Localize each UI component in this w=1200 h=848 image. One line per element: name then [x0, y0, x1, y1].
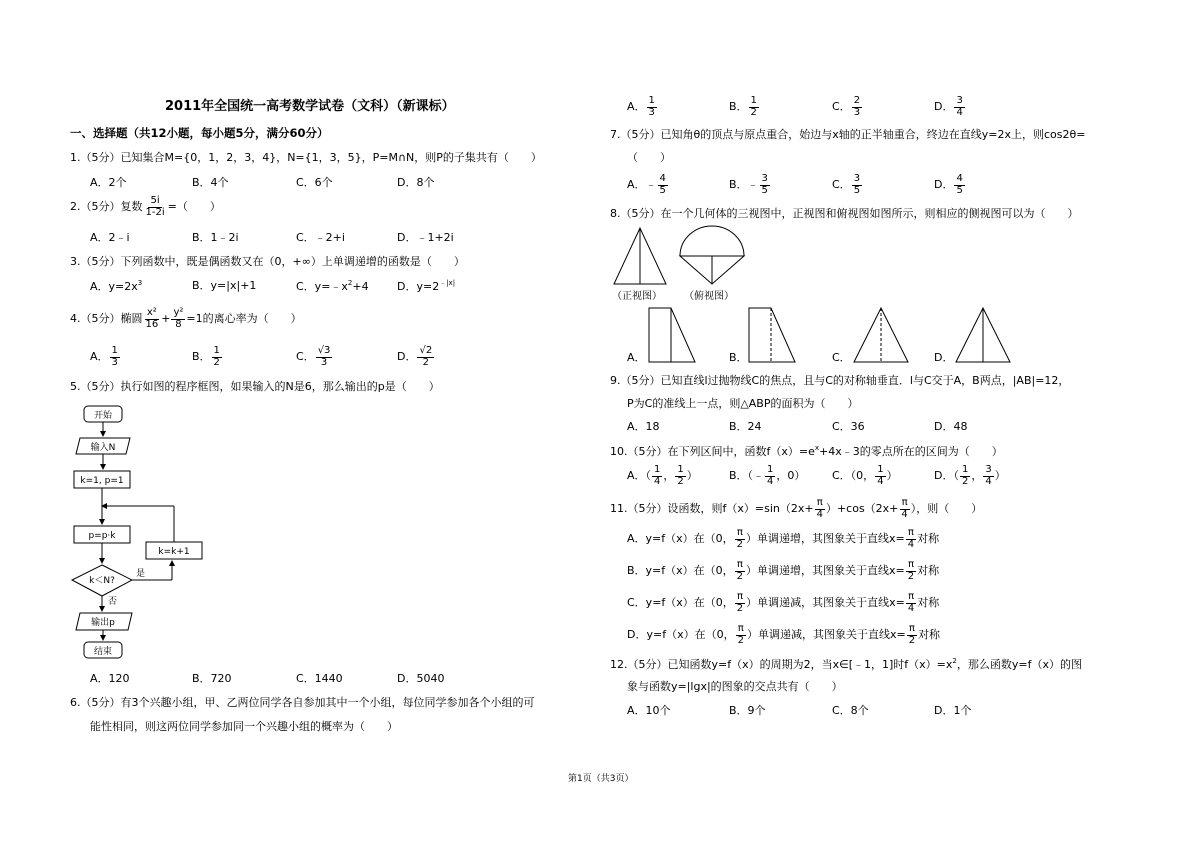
- q8-option-d: D．: [934, 351, 954, 364]
- q6-option-b: B． $\frac{1}{2}$: [729, 95, 757, 118]
- q7-line2: （ ）: [627, 151, 671, 164]
- flow-calc-label: p=p·k: [88, 531, 116, 541]
- q11-stem: 11.（5分）设函数，则f（x）=sin（2x+ $\frac{\pi}{4}$ ）+cos（2x+ $\frac{\pi}{4}$ ），则（ ）: [610, 497, 983, 520]
- q9-option-d: D．48: [934, 420, 968, 433]
- q7-option-c: C． $\frac{3}{5}$: [832, 173, 861, 196]
- q10-option-c: C．（0， $\frac{1}{4}$ ）: [832, 464, 898, 487]
- q6-option-c: C． $\frac{2}{3}$: [832, 95, 861, 118]
- q5-option-a: A．120: [90, 672, 130, 685]
- q5-option-b: B．720: [192, 672, 232, 685]
- q5-flowchart: [70, 400, 230, 665]
- q3-option-a: A．$y=2x^3$: [90, 279, 143, 293]
- q7-option-d: D． $\frac{4}{5}$: [934, 173, 963, 196]
- flow-output-label: 输出p: [91, 618, 115, 628]
- q5-option-c: C．1440: [296, 672, 343, 685]
- q4-stem: 4.（5分）椭圆 $\frac{\text{x²}}{16}$ + $\frac{\text{y²}}{8}$ =1的离心率为（ ）: [70, 307, 302, 330]
- q8-stem: 8.（5分）在一个几何体的三视图中，正视图和俯视图如图所示，则相应的侧视图可以为（ ）: [610, 207, 1079, 220]
- q2-option-d: D．﹣1+2i: [397, 231, 454, 244]
- q8-front-view: [610, 226, 670, 288]
- q2-fraction: $\frac{5i}{1-2i}$: [145, 195, 165, 218]
- q2-option-a: A．2﹣i: [90, 231, 130, 244]
- flow-input-label: 输入N: [90, 443, 116, 453]
- q1-stem: 1.（5分）已知集合M={0，1，2，3，4}，N={1，3，5}，P=M∩N，则P的子集共有（ ）: [70, 151, 542, 164]
- q2-option-c: C．﹣2+i: [296, 231, 345, 244]
- q10-option-d: D．（ $\frac{1}{2}$ ， $\frac{3}{4}$ ）: [934, 464, 1006, 487]
- q8-front-label: （正视图）: [612, 291, 662, 302]
- q1-option-c: C．6个: [296, 176, 333, 189]
- q8-option-c: C．: [832, 351, 851, 364]
- q7-option-b: B．﹣ $\frac{3}{5}$: [729, 173, 768, 196]
- q1-option-d: D．8个: [397, 176, 435, 189]
- q3-option-b: B．y=|x|+1: [192, 279, 257, 292]
- q11-option-b: B．y=f（x）在（0， $\frac{\pi}{2}$ ）单调递增，其图象关于直线x= $\frac{\pi}{2}$ 对称: [627, 559, 940, 582]
- q8-option-a: A．: [627, 351, 646, 364]
- flow-cond-label: k＜N?: [89, 576, 115, 586]
- q4-option-c: C． $\frac{√3}{3}$: [296, 345, 331, 368]
- q10-option-a: A．（ $\frac{1}{4}$ ， $\frac{1}{2}$ ）: [627, 464, 698, 487]
- q2-option-b: B．1﹣2i: [192, 231, 239, 244]
- q9-line2: P为C的准线上一点，则△ABP的面积为（ ）: [627, 397, 859, 410]
- flow-init-label: k=1, p=1: [80, 476, 124, 486]
- q8-figure-c: [850, 306, 912, 364]
- q8-figure-a: [645, 306, 700, 364]
- flow-end-label: 结束: [93, 647, 113, 657]
- q1-option-a: A．2个: [90, 176, 127, 189]
- q12-line2: 象与函数y=|lgx|的图象的交点共有（ ）: [627, 680, 843, 693]
- q9-line1: 9.（5分）已知直线l过抛物线C的焦点，且与C的对称轴垂直．l与C交于A，B两点，|AB|=12，: [610, 374, 1070, 387]
- q5-option-d: D．5040: [397, 672, 445, 685]
- q4-option-a: A． $\frac{1}{3}$: [90, 345, 118, 368]
- q8-figure-d: [952, 306, 1014, 364]
- q12-option-a: A．10个: [627, 704, 671, 717]
- q11-option-d: D．y=f（x）在（0， $\frac{\pi}{2}$ ）单调递减，其图象关于直线x= $\frac{\pi}{2}$ 对称: [627, 623, 941, 646]
- flow-no-label: 否: [108, 597, 118, 607]
- q7-line1: 7.（5分）已知角θ的顶点与原点重合，始边与x轴的正半轴重合，终边在直线y=2x上，则cos2θ=: [610, 128, 1086, 141]
- q5-stem: 5.（5分）执行如图的程序框图，如果输入的N是6，那么输出的p是（ ）: [70, 380, 440, 393]
- q9-option-b: B．24: [729, 420, 762, 433]
- q2-stem: 2.（5分）复数 $\frac{5i}{1-2i}$ =（ ）: [70, 195, 221, 218]
- section-heading: 一、选择题（共12小题，每小题5分，满分60分）: [70, 126, 329, 140]
- q10-stem: 10.（5分）在下列区间中，函数$f(x)=e^x+4x﹣3$的零点所在的区间为（ ）: [610, 444, 1003, 458]
- q9-option-a: A．18: [627, 420, 660, 433]
- q8-top-label: （俯视图）: [684, 291, 734, 302]
- q4-option-d: D． $\frac{√2}{2}$: [397, 345, 433, 368]
- q10-option-b: B．（﹣ $\frac{1}{4}$ ，0）: [729, 464, 806, 487]
- q6-option-d: D． $\frac{3}{4}$: [934, 95, 963, 118]
- q8-figure-b: [745, 306, 800, 364]
- q3-option-d: D．$y=2^{﹣|x|}$: [397, 279, 456, 293]
- q11-option-c: C．y=f（x）在（0， $\frac{\pi}{2}$ ）单调递减，其图象关于直线x= $\frac{\pi}{4}$ 对称: [627, 591, 940, 614]
- flow-inc-label: k=k+1: [158, 547, 190, 557]
- q3-stem: 3.（5分）下列函数中，既是偶函数又在（0，+∞）上单调递增的函数是（ ）: [70, 255, 465, 268]
- q1-option-b: B．4个: [192, 176, 229, 189]
- q12-option-d: D．1个: [934, 704, 972, 717]
- q6-line1: 6.（5分）有3个兴趣小组，甲、乙两位同学各自参加其中一个小组，每位同学参加各个小组的可: [70, 696, 535, 709]
- q6-option-a: A． $\frac{1}{3}$: [627, 95, 655, 118]
- q8-top-view: [678, 226, 746, 288]
- page-title: 2011年全国统一高考数学试卷（文科）（新课标）: [165, 99, 455, 114]
- q6-line2: 能性相同，则这两位同学参加同一个兴趣小组的概率为（ ）: [90, 720, 398, 733]
- q12-option-c: C．8个: [832, 704, 869, 717]
- flow-start-label: 开始: [93, 411, 113, 421]
- q7-option-a: A．﹣ $\frac{4}{5}$: [627, 173, 666, 196]
- q9-option-c: C．36: [832, 420, 865, 433]
- q11-option-a: A．y=f（x）在（0， $\frac{\pi}{2}$ ）单调递增，其图象关于直线x= $\frac{\pi}{4}$ 对称: [627, 527, 940, 550]
- q12-line1: 12.（5分）已知函数y=f（x）的周期为2，当x∈[﹣1，1]时$f(x)=x^2$，那么函数y=f（x）的图: [610, 657, 1082, 671]
- q4-option-b: B． $\frac{1}{2}$: [192, 345, 220, 368]
- q8-option-b: B．: [729, 351, 748, 364]
- q12-option-b: B．9个: [729, 704, 766, 717]
- page-footer: 第1页（共3页）: [568, 774, 634, 784]
- flow-yes-label: 是: [136, 569, 146, 579]
- q3-option-c: C．$y=﹣x^2+4$: [296, 279, 369, 293]
